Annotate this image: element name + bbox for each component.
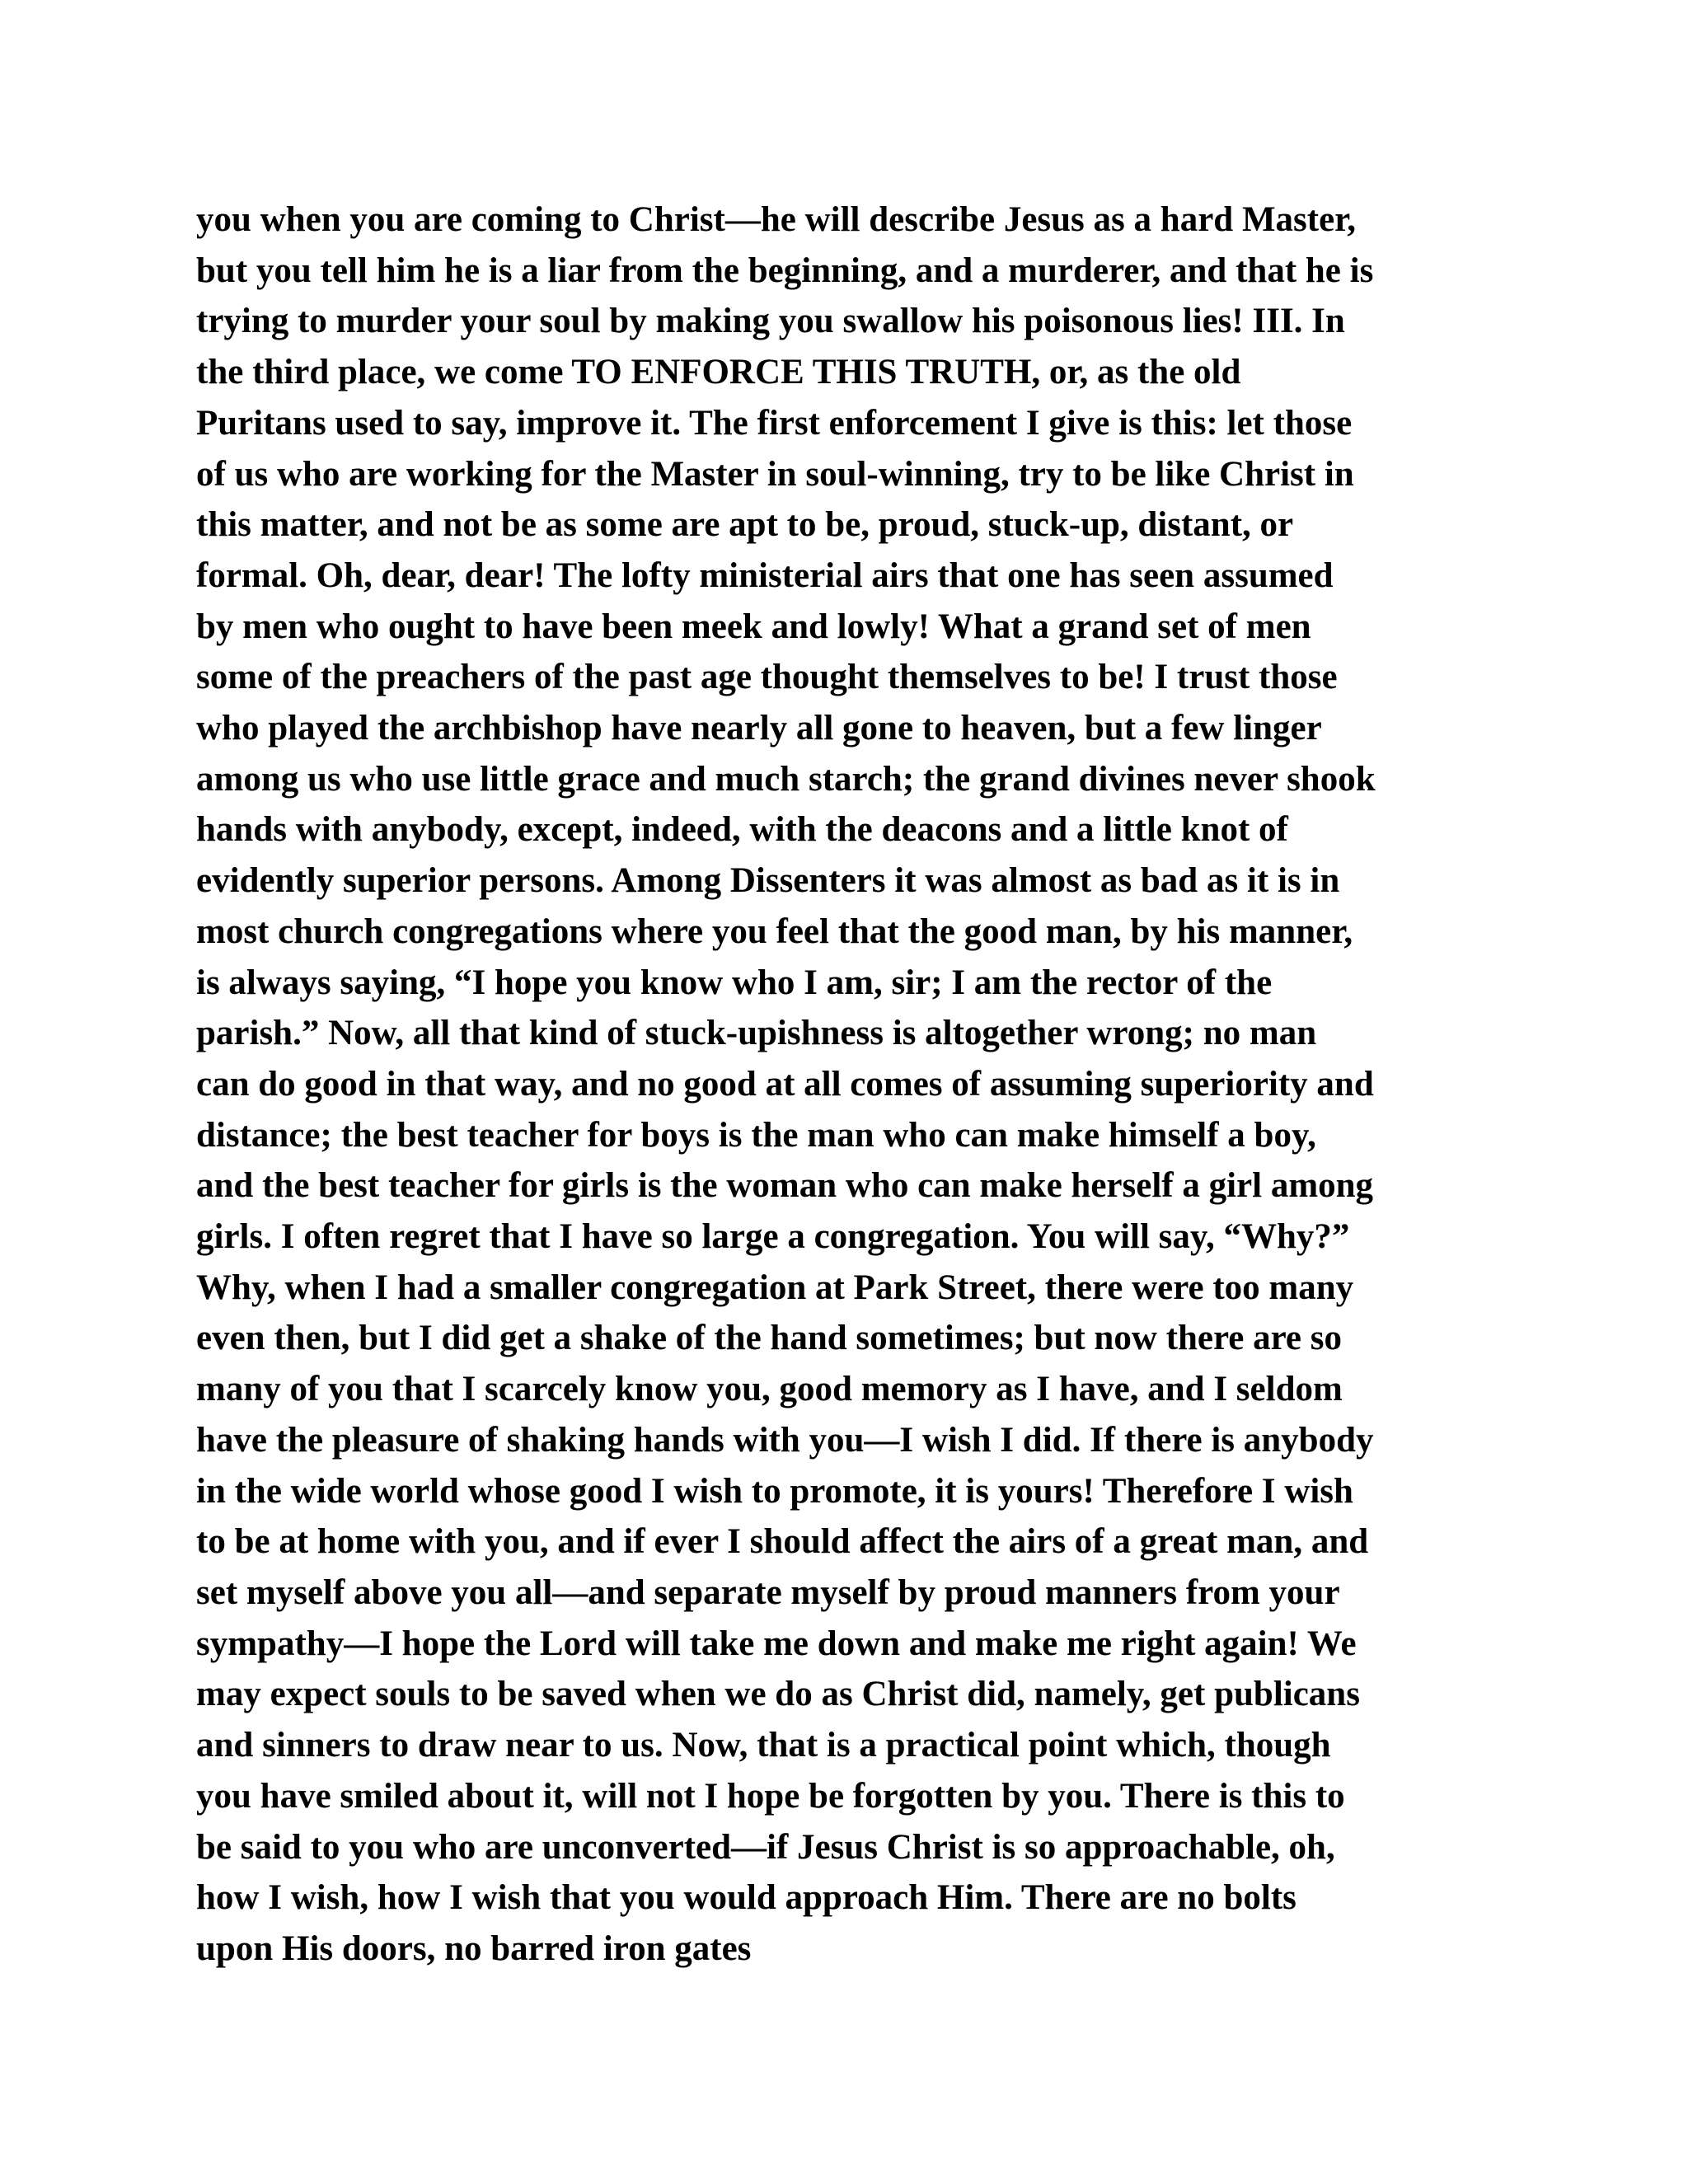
text-line: this matter, and not be as some are apt to be, proud, stuck-up, distant, or [196, 505, 1294, 545]
text-line: in the wide world whose good I wish to promote, it is yours! Therefore I wish [196, 1471, 1353, 1511]
text-line: is always saying, “I hope you know who I am, sir; I am the rector of the [196, 963, 1273, 1002]
text-line: by men who ought to have been meek and lowly! What a grand set of men [196, 607, 1311, 646]
text-line: you have smiled about it, will not I hope be forgotten by you. There is this to [196, 1776, 1345, 1816]
text-line: and the best teacher for girls is the woman who can make herself a girl among [196, 1166, 1374, 1206]
text-line: you when you are coming to Christ—he will describe Jesus as a hard Master, [196, 200, 1357, 239]
text-line: who played the archbishop have nearly all gone to heaven, but a few linger [196, 709, 1322, 748]
text-line: the third place, we come TO ENFORCE THIS TRUTH, or, as the old [196, 353, 1241, 392]
text-line: can do good in that way, and no good at all comes of assuming superiority and [196, 1064, 1374, 1104]
text-line: have the pleasure of shaking hands with you—I wish I did. If there is anybody [196, 1420, 1374, 1460]
text-line: to be at home with you, and if ever I should affect the airs of a great man, and [196, 1522, 1369, 1562]
text-line: many of you that I scarcely know you, good memory as I have, and I seldom [196, 1370, 1343, 1409]
text-line: hands with anybody, except, indeed, with the deacons and a little knot of [196, 810, 1288, 850]
text-line: be said to you who are unconverted—if Jesus Christ is so approachable, oh, [196, 1827, 1335, 1867]
text-line: but you tell him he is a liar from the beginning, and a murderer, and that he is [196, 251, 1374, 290]
text-line: Puritans used to say, improve it. The first enforcement I give is this: let those [196, 403, 1353, 443]
text-line: girls. I often regret that I have so large a congregation. You will say, “Why?” [196, 1217, 1350, 1257]
text-line: Why, when I had a smaller congregation at Park Street, there were too many [196, 1268, 1354, 1307]
text-line: formal. Oh, dear, dear! The lofty ministerial airs that one has seen assumed [196, 555, 1334, 595]
text-line: and sinners to draw near to us. Now, that is a practical point which, though [196, 1726, 1331, 1765]
text-line: even then, but I did get a shake of the hand sometimes; but now there are so [196, 1319, 1342, 1358]
text-line: some of the preachers of the past age thought themselves to be! I trust those [196, 658, 1338, 697]
text-line: sympathy—I hope the Lord will take me down and make me right again! We [196, 1624, 1357, 1663]
text-line: trying to murder your soul by making you swallow his poisonous lies! III. In [196, 302, 1345, 341]
text-line: set myself above you all—and separate myself by proud manners from your [196, 1572, 1340, 1612]
text-line: distance; the best teacher for boys is the man who can make himself a boy, [196, 1115, 1316, 1155]
body-text [196, 194, 1515, 1975]
text-line: upon His doors, no barred iron gates [196, 1929, 752, 1968]
text-line: parish.” Now, all that kind of stuck-upishness is altogether wrong; no man [196, 1014, 1317, 1053]
text-line: of us who are working for the Master in soul-winning, try to be like Christ in [196, 454, 1354, 494]
text-line: among us who use little grace and much starch; the grand divines never shook [196, 759, 1376, 799]
text-line: evidently superior persons. Among Dissenters it was almost as bad as it is in [196, 861, 1340, 901]
text-line: how I wish, how I wish that you would approach Him. There are no bolts [196, 1878, 1296, 1918]
text-line: most church congregations where you feel that the good man, by his manner, [196, 912, 1353, 951]
text-line: may expect souls to be saved when we do as Christ did, namely, get publicans [196, 1675, 1360, 1714]
